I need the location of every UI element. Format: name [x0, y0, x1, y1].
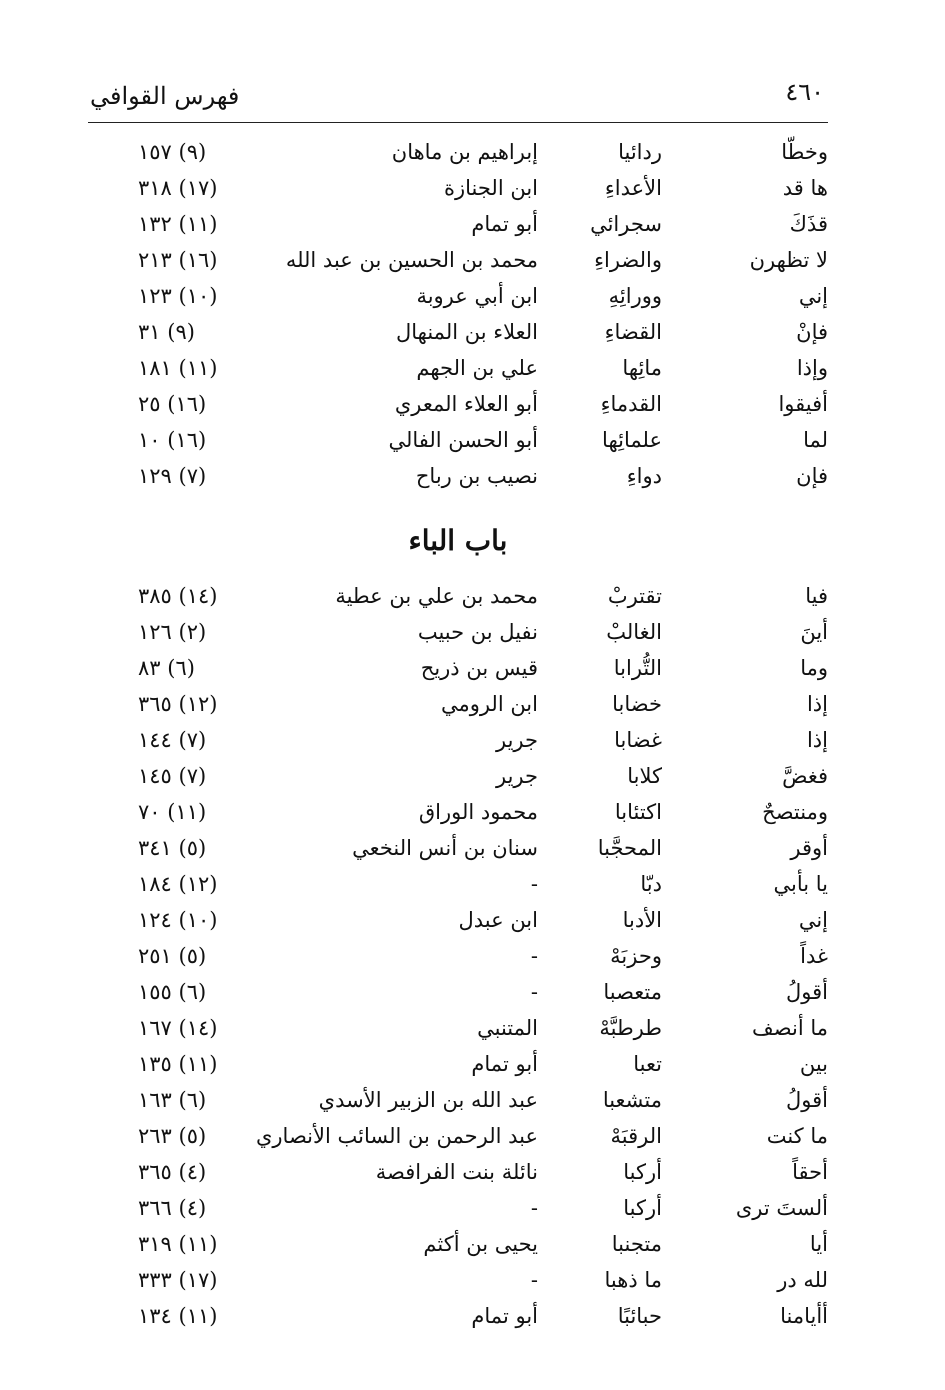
poet-name: -	[530, 1268, 538, 1292]
poet-name: عبد الرحمن بن السائب الأنصاري	[255, 1124, 538, 1148]
poet-name: العلاء بن المنهال	[396, 320, 538, 344]
reference: (٦) ١٥٥	[138, 980, 207, 1004]
first-word: لله در	[777, 1268, 828, 1292]
rhyme-word: مائِها	[622, 356, 662, 380]
index-row	[88, 942, 828, 978]
rhyme-word: تعبا	[633, 1052, 662, 1076]
reference: (١١) ١٨١	[138, 356, 218, 380]
index-row	[88, 426, 828, 462]
index-row	[88, 906, 828, 942]
first-word: فإنْ	[796, 320, 828, 344]
page-header	[88, 72, 828, 123]
reference: (١٦) ٢٥	[138, 392, 207, 416]
index-row	[88, 390, 828, 426]
poet-name: نفيل بن حبيب	[417, 620, 538, 644]
rhyme-word: الغالبْ	[606, 620, 662, 644]
first-word: أحقاً	[792, 1160, 828, 1184]
first-word: إني	[798, 908, 828, 932]
first-word: أأيامنا	[780, 1304, 828, 1328]
index-row	[88, 174, 828, 210]
poet-name: يحيى بن أكثم	[423, 1232, 538, 1256]
index-row	[88, 1086, 828, 1122]
hamza-index-list	[88, 138, 828, 498]
first-word: ما أنصف	[752, 1016, 828, 1040]
index-row	[88, 870, 828, 906]
reference: (٩) ٣١	[138, 320, 195, 344]
poet-name: نصيب بن رباح	[415, 464, 538, 488]
index-row	[88, 1194, 828, 1230]
first-word: وإذا	[796, 356, 828, 380]
poet-name: -	[530, 944, 538, 968]
rhyme-word: متشعبا	[602, 1088, 662, 1112]
first-word: ألستَ ترى	[735, 1196, 828, 1220]
rhyme-word: ردائيا	[618, 140, 662, 164]
reference: (٤) ٣٦٥	[138, 1160, 207, 1184]
rhyme-word: القدماءِ	[600, 392, 662, 416]
poet-name: المتنبي	[477, 1016, 538, 1040]
reference: (٩) ١٥٧	[138, 140, 207, 164]
first-word: أيا	[809, 1232, 828, 1256]
reference: (١٢) ١٨٤	[138, 872, 218, 896]
rhyme-word: علمائِها	[602, 428, 662, 452]
rhyme-word: أركبا	[623, 1160, 662, 1184]
index-row	[88, 1230, 828, 1266]
first-word: أوقر	[790, 836, 828, 860]
index-row	[88, 582, 828, 618]
rhyme-word: القضاءِ	[604, 320, 662, 344]
first-word: غداً	[800, 944, 828, 968]
first-word: فغضَّ	[782, 764, 828, 788]
rhyme-word: متجنبا	[611, 1232, 662, 1256]
reference: (١٦) ١٠	[138, 428, 207, 452]
index-row	[88, 978, 828, 1014]
reference: (١١) ٣١٩	[138, 1232, 218, 1256]
reference: (١١) ١٣٤	[138, 1304, 218, 1328]
reference: (٧) ١٢٩	[138, 464, 207, 488]
reference: (١٤) ٣٨٥	[138, 584, 218, 608]
index-row	[88, 726, 828, 762]
section-heading: باب الباء	[408, 524, 508, 557]
rhyme-word: طرطبَّهْ	[599, 1016, 662, 1040]
poet-name: -	[530, 1196, 538, 1220]
reference: (١٠) ١٢٤	[138, 908, 218, 932]
first-word: ما كنت	[766, 1124, 828, 1148]
rhyme-word: دواءِ	[626, 464, 662, 488]
rhyme-word: خضابا	[612, 692, 662, 716]
poet-name: ابن أبي عروبة	[416, 284, 538, 308]
page-number: ٤٦٠	[785, 78, 824, 106]
rhyme-word: سجرائي	[590, 212, 662, 236]
index-row	[88, 246, 828, 282]
first-word: وما	[800, 656, 828, 680]
poet-name: أبو العلاء المعري	[394, 392, 538, 416]
first-word: أقولُ	[786, 980, 828, 1004]
index-row	[88, 318, 828, 354]
index-row	[88, 834, 828, 870]
rhyme-word: والضراءِ	[594, 248, 662, 272]
index-row	[88, 282, 828, 318]
poet-name: -	[530, 872, 538, 896]
reference: (١٦) ٢١٣	[138, 248, 218, 272]
rhyme-word: متعصبا	[603, 980, 662, 1004]
index-row	[88, 1014, 828, 1050]
index-row	[88, 1302, 828, 1338]
rhyme-word: اكتئابا	[614, 800, 662, 824]
poet-name: محمد بن الحسين بن عبد الله	[285, 248, 538, 272]
reference: (١٧) ٣١٨	[138, 176, 218, 200]
first-word: أقولُ	[786, 1088, 828, 1112]
poet-name: محمود الوراق	[418, 800, 538, 824]
index-row	[88, 354, 828, 390]
index-row	[88, 1266, 828, 1302]
poet-name: أبو الحسن الفالي	[388, 428, 538, 452]
poet-name: علي بن الجهم	[416, 356, 538, 380]
index-row	[88, 1158, 828, 1194]
first-word: ها قد	[782, 176, 828, 200]
index-row	[88, 654, 828, 690]
poet-name: جرير	[496, 764, 538, 788]
first-word: فيا	[805, 584, 828, 608]
poet-name: محمد بن علي بن عطية	[335, 584, 538, 608]
first-word: بين	[799, 1052, 828, 1076]
rhyme-word: التُّرابا	[613, 656, 662, 680]
first-word: إذا	[806, 692, 828, 716]
rhyme-word: كلابا	[627, 764, 662, 788]
reference: (١٧) ٣٣٣	[138, 1268, 218, 1292]
index-row	[88, 798, 828, 834]
first-word: وخطّا	[781, 140, 828, 164]
rhyme-word: حبائبًا	[617, 1304, 662, 1328]
reference: (٥) ٣٤١	[138, 836, 207, 860]
rhyme-word: دبّا	[640, 872, 662, 896]
poet-name: -	[530, 980, 538, 1004]
first-word: قذَكَ	[789, 212, 828, 236]
poet-name: أبو تمام	[471, 1304, 538, 1328]
first-word: يا بأبي	[773, 872, 828, 896]
page-title: فهرس القوافي	[90, 82, 240, 110]
rhyme-word: الرقبَهْ	[610, 1124, 662, 1148]
first-word: ومنتصحٌ	[762, 800, 828, 824]
rhyme-word: ما ذهبا	[604, 1268, 662, 1292]
poet-name: إبراهيم بن ماهان	[391, 140, 538, 164]
rhyme-word: وورائِهِ	[608, 284, 662, 308]
first-word: أفيقوا	[778, 392, 828, 416]
baa-index-list	[88, 582, 828, 1338]
first-word: لما	[803, 428, 828, 452]
reference: (٥) ٢٥١	[138, 944, 207, 968]
poet-name: ابن الرومي	[440, 692, 538, 716]
reference: (٤) ٣٦٦	[138, 1196, 207, 1220]
reference: (١٠) ١٢٣	[138, 284, 218, 308]
poet-name: ابن عبدل	[458, 908, 538, 932]
first-word: إذا	[806, 728, 828, 752]
index-row	[88, 690, 828, 726]
reference: (٧) ١٤٥	[138, 764, 207, 788]
index-row	[88, 1050, 828, 1086]
poet-name: سنان بن أنس النخعي	[352, 836, 538, 860]
rhyme-word: أركبا	[623, 1196, 662, 1220]
index-row	[88, 138, 828, 174]
reference: (٧) ١٤٤	[138, 728, 207, 752]
index-row	[88, 1122, 828, 1158]
index-row	[88, 618, 828, 654]
reference: (٥) ٢٦٣	[138, 1124, 207, 1148]
first-word: أينَ	[800, 620, 828, 644]
reference: (١١) ١٣٢	[138, 212, 218, 236]
index-row	[88, 762, 828, 798]
reference: (١٤) ١٦٧	[138, 1016, 218, 1040]
rhyme-word: الأعداءِ	[604, 176, 662, 200]
poet-name: ابن الجنازة	[443, 176, 538, 200]
index-row	[88, 210, 828, 246]
reference: (٢) ١٢٦	[138, 620, 207, 644]
first-word: لا تظهرن	[749, 248, 828, 272]
rhyme-word: وحزبَهْ	[610, 944, 662, 968]
reference: (١٢) ٣٦٥	[138, 692, 218, 716]
rhyme-word: تقتربْ	[607, 584, 662, 608]
rhyme-word: الأدبا	[622, 908, 662, 932]
first-word: إني	[798, 284, 828, 308]
rhyme-word: المحجَّبا	[597, 836, 662, 860]
reference: (٦) ١٦٣	[138, 1088, 207, 1112]
poet-name: أبو تمام	[471, 1052, 538, 1076]
first-word: فإن	[796, 464, 828, 488]
reference: (١١) ١٣٥	[138, 1052, 218, 1076]
poet-name: عبد الله بن الزبير الأسدي	[318, 1088, 538, 1112]
reference: (١١) ٧٠	[138, 800, 207, 824]
reference: (٦) ٨٣	[138, 656, 195, 680]
rhyme-word: غضابا	[614, 728, 662, 752]
poet-name: جرير	[496, 728, 538, 752]
index-row	[88, 462, 828, 498]
poet-name: نائلة بنت الفرافصة	[375, 1160, 538, 1184]
poet-name: أبو تمام	[471, 212, 538, 236]
poet-name: قيس بن ذريح	[420, 656, 538, 680]
